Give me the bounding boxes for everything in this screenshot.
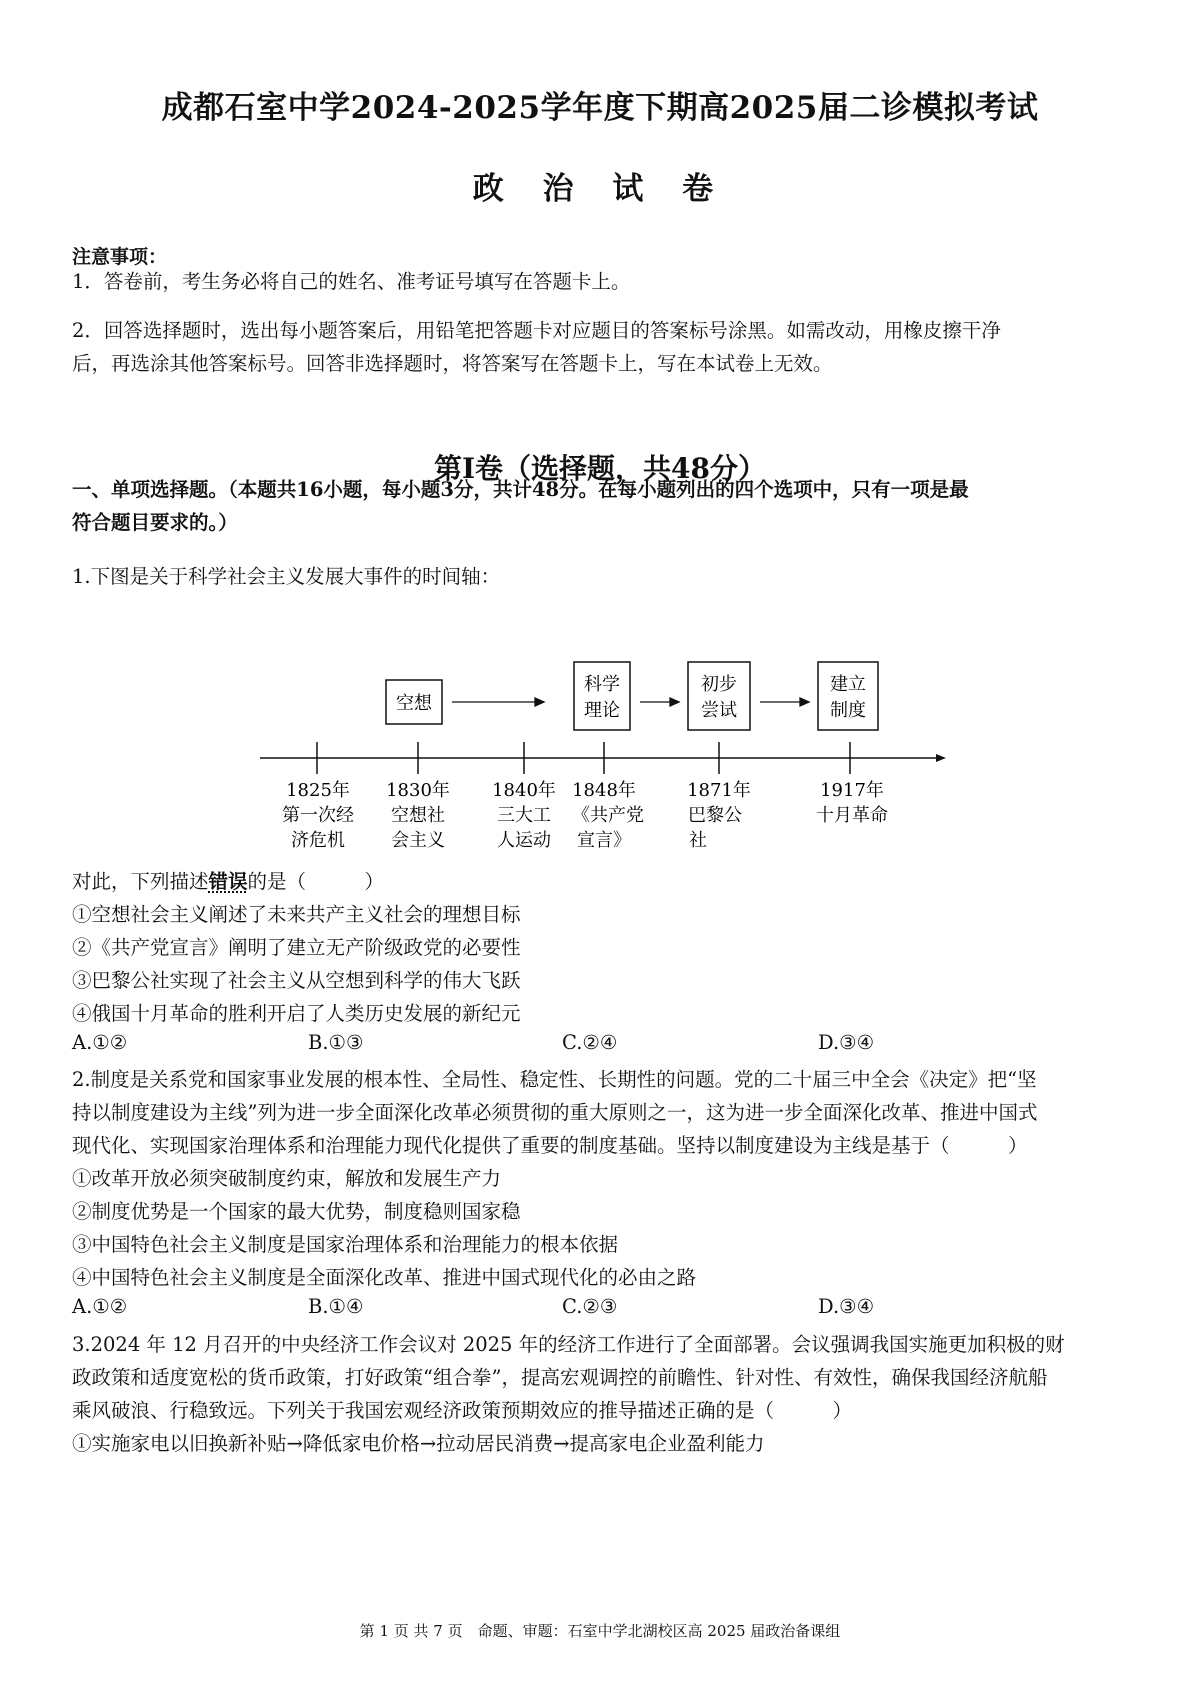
q1-prompt-before: 对此，下列描述 [72,870,209,893]
event-desc: 人运动 [497,830,551,851]
q3-statement-1: ①实施家电以旧换新补贴→降低家电价格→拉动居民消费→提高家电企业盈利能力 [72,1432,765,1455]
exam-title: 成都石室中学2024-2025学年度下期高2025届二诊模拟考试 [161,90,1039,126]
section-title: 第Ⅰ卷（选择题，共48分） [433,452,767,485]
timeline-events [282,779,888,851]
box-system-label-2: 制度 [830,700,866,721]
q1-prompt-emphasis: 错误 [208,870,248,893]
q2-option-a[interactable]: A.①② [72,1295,128,1318]
notice-item-1: 1．答卷前，考生务必将自己的姓名、准考证号填写在答题卡上。 [72,270,631,293]
box-science-label-2: 理论 [584,700,620,721]
event-year: 1848年 [572,780,636,801]
box-trial [688,662,750,730]
event-year: 1825年 [286,780,350,801]
q1-option-b[interactable]: B.①③ [308,1031,364,1054]
q1-prompt [72,866,384,894]
section-instruction-line-1: 一、单项选择题。（本题共16小题，每小题3分，共计48分。在每小题列出的四个选项中，只有一项是最 [72,478,969,501]
q1-option-a[interactable]: A.①② [72,1031,128,1054]
q1-stem: 1.下图是关于科学社会主义发展大事件的时间轴： [72,565,501,588]
event-desc: 会主义 [391,830,445,851]
q2-line-3: 现代化、实现国家治理体系和治理能力现代化提供了重要的制度基础。坚持以制度建设为主线是基于（ ） [72,1134,1028,1157]
exam-subtitle: 政 治 试 卷 [472,171,728,207]
box-science [574,662,630,730]
event-year: 1830年 [386,780,450,801]
timeline-axis [260,742,946,774]
q1-options [0,1031,1200,1061]
event-desc: 十月革命 [816,805,888,826]
q2-statement-4: ④中国特色社会主义制度是全面深化改革、推进中国式现代化的必由之路 [72,1266,697,1289]
event-year: 1871年 [687,780,751,801]
box-utopia [386,680,442,724]
q2-option-b[interactable]: B.①④ [308,1295,364,1318]
notice-heading: 注意事项： [72,246,168,268]
q2-statement-1: ①改革开放必须突破制度约束，解放和发展生产力 [72,1167,502,1190]
box-trial-label-1: 初步 [701,674,737,695]
event-desc: 宣言》 [577,830,631,851]
section-instruction-line-2: 符合题目要求的。） [72,511,238,534]
event-desc: 空想社 [391,805,445,826]
q2-option-d[interactable]: D.③④ [818,1295,875,1318]
event-desc: 《共产党 [572,805,644,826]
event-year: 1840年 [492,780,556,801]
box-trial-label-2: 尝试 [701,700,737,721]
event-year: 1917年 [820,780,884,801]
box-utopia-label: 空想 [396,693,432,714]
box-science-label-1: 科学 [584,674,620,695]
box-system [818,662,878,730]
q2-option-c[interactable]: C.②③ [562,1295,618,1318]
q2-statement-3: ③中国特色社会主义制度是国家治理体系和治理能力的根本依据 [72,1233,619,1256]
q1-statement-4: ④俄国十月革命的胜利开启了人类历史发展的新纪元 [72,1002,521,1025]
box-system-label-1: 建立 [830,674,866,695]
q1-option-d[interactable]: D.③④ [818,1031,875,1054]
notice-item-2-line-2: 后，再选涂其他答案标号。回答非选择题时，将答案写在答题卡上，写在本试卷上无效。 [72,352,833,375]
q1-statement-2: ②《共产党宣言》阐明了建立无产阶级政党的必要性 [72,936,521,959]
q1-statement-3: ③巴黎公社实现了社会主义从空想到科学的伟大飞跃 [72,969,521,992]
event-desc: 社 [689,830,707,851]
event-desc: 第一次经 [282,805,354,826]
q2-line-1: 2.制度是关系党和国家事业发展的根本性、全局性、稳定性、长期性的问题。党的二十届三中全会《决定》把“坚 [72,1068,1037,1091]
q2-line-2: 持以制度建设为主线”列为进一步全面深化改革必须贯彻的重大原则之一，这为进一步全面深化改革、推进中国式 [72,1101,1038,1124]
event-desc: 三大工 [497,805,551,826]
q3-line-3: 乘风破浪、行稳致远。下列关于我国宏观经济政策预期效应的推导描述正确的是（ ） [72,1399,853,1422]
q1-option-c[interactable]: C.②④ [562,1031,618,1054]
page-footer: 第 1 页 共 7 页 命题、审题：石室中学北湖校区高 2025 届政治备课组 [359,1622,841,1640]
q1-prompt-after: 的是（ ） [247,870,385,893]
q3-line-2: 政政策和适度宽松的货币政策，打好政策“组合拳”，提高宏观调控的前瞻性、针对性、有效性，确保我国经济航船 [72,1366,1048,1389]
q1-statement-1: ①空想社会主义阐述了未来共产主义社会的理想目标 [72,903,521,926]
event-desc: 巴黎公 [688,805,742,826]
q3-line-1: 3.2024 年 12 月召开的中央经济工作会议对 2025 年的经济工作进行了全面部署。会议强调我国实施更加积极的财 [72,1333,1065,1356]
q2-statement-2: ②制度优势是一个国家的最大优势，制度稳则国家稳 [72,1200,521,1223]
event-desc: 济危机 [291,830,345,851]
q2-options [0,1295,1200,1325]
notice-item-2-line-1: 2．回答选择题时，选出每小题答案后，用铅笔把答题卡对应题目的答案标号涂黑。如需改动，用橡皮擦干净 [72,319,1001,342]
